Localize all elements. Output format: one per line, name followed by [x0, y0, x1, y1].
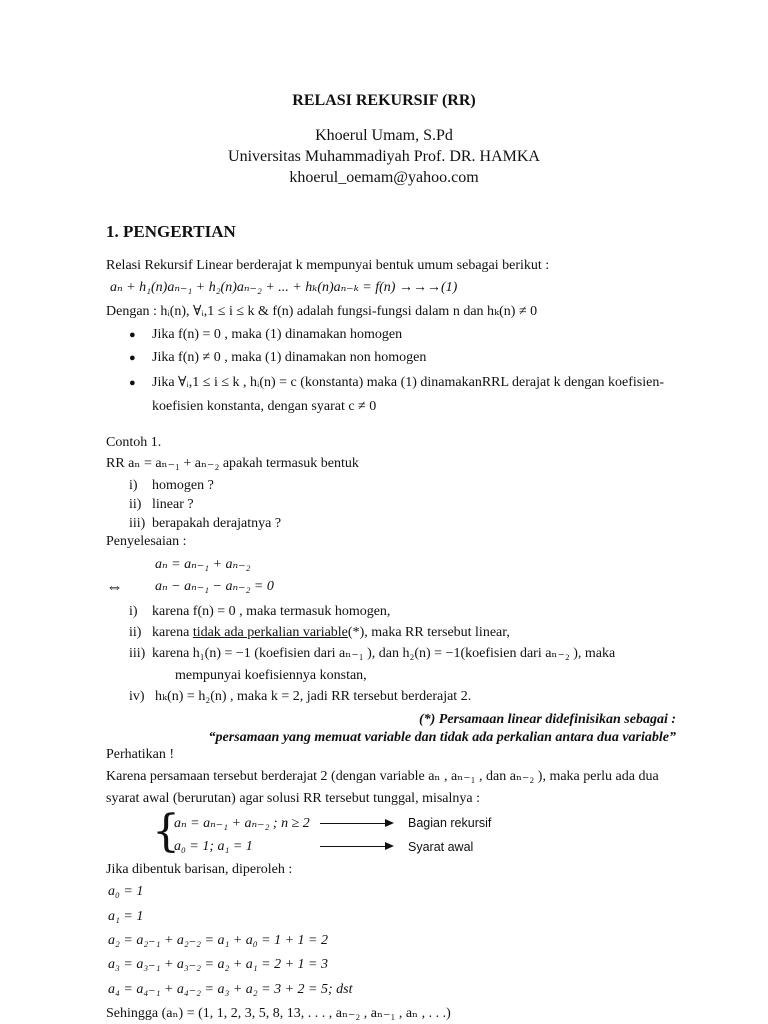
list-item: homogen ?: [152, 478, 214, 493]
bullet-item-continuation: koefisien konstanta, dengan syarat c ≠ 0: [152, 399, 377, 414]
bullet-marker: ●: [129, 377, 136, 389]
author-name: Khoerul Umam, S.Pd: [315, 127, 453, 144]
list-item: berapakah derajatnya ?: [152, 516, 282, 531]
bullet-item: Jika f(n) ≠ 0 , maka (1) dinamakan non homogen: [152, 350, 427, 365]
sequence-line: a₁ = 1: [108, 909, 144, 924]
footnote-definition: (*) Persamaan linear didefinisikan sebagai :: [418, 712, 676, 727]
answer-item: karena h₁(n) = −1 (koefisien dari aₙ₋₁ ), dan h₂(n) = −1(koefisien dari aₙ₋₂ ), maka: [152, 646, 616, 661]
section-heading: 1. PENGERTIAN: [106, 222, 236, 241]
author-affiliation: Universitas Muhammadiyah Prof. DR. HAMKA: [228, 148, 540, 165]
footnote-quote: “persamaan yang memuat variable dan tidak ada perkalian antara dua variable”: [208, 730, 676, 745]
sequence-intro: Jika dibentuk barisan, diperoleh :: [106, 862, 293, 877]
example-label: Contoh 1.: [106, 435, 162, 450]
solution-label: Penyelesaian :: [106, 534, 187, 549]
solution-equation: aₙ = aₙ₋₁ + aₙ₋₂: [155, 557, 251, 572]
dengan-line: Dengan : hᵢ(n), ∀ᵢ,1 ≤ i ≤ k & f(n) adalah fungsi-fungsi dalam n dan hₖ(n) ≠ 0: [106, 304, 538, 319]
example-question: RR aₙ = aₙ₋₁ + aₙ₋₂ apakah termasuk bentuk: [106, 456, 359, 471]
answer-item: karena tidak ada perkalian variable(*), maka RR tersebut linear,: [152, 625, 510, 640]
system-equation: aₙ = aₙ₋₁ + aₙ₋₂ ; n ≥ 2: [174, 816, 310, 831]
left-brace: {: [152, 806, 180, 857]
paragraph-line: syarat awal (berurutan) agar solusi RR tersebut tunggal, misalnya :: [106, 791, 481, 806]
list-number: iii): [129, 646, 146, 661]
list-number: ii): [129, 625, 142, 640]
list-number: ii): [129, 497, 142, 512]
sequence-line: a₀ = 1: [108, 884, 144, 899]
arrow-right-icon: [320, 846, 392, 847]
annotation-label: Syarat awal: [408, 840, 474, 854]
solution-equation: aₙ − aₙ₋₁ − aₙ₋₂ = 0: [155, 579, 274, 594]
page-title: RELASI REKURSIF (RR): [292, 92, 476, 109]
list-number: i): [129, 604, 138, 619]
perhatikan-label: Perhatikan !: [106, 747, 175, 762]
arrow-right-icon: [320, 823, 392, 824]
sequence-line: a₄ = a₄₋₁ + a₄₋₂ = a₃ + a₂ = 3 + 2 = 5; dst: [108, 982, 353, 997]
list-number: i): [129, 478, 138, 493]
intro-text: Relasi Rekursif Linear berderajat k mempunyai bentuk umum sebagai berikut :: [106, 258, 550, 273]
list-number: iii): [129, 516, 146, 531]
system-equation: a₀ = 1; a₁ = 1: [174, 839, 253, 854]
iff-symbol: ⇔: [106, 577, 123, 596]
sequence-conclusion: Sehingga (aₙ) = (1, 1, 2, 3, 5, 8, 13, . . . , aₙ₋₂ , aₙ₋₁ , aₙ , . . .): [106, 1006, 451, 1021]
bullet-marker: ●: [129, 352, 136, 364]
bullet-marker: ●: [129, 329, 136, 341]
list-item: linear ?: [152, 497, 194, 512]
author-email: khoerul_oemam@yahoo.com: [289, 169, 479, 186]
bullet-item: Jika f(n) = 0 , maka (1) dinamakan homogen: [152, 327, 403, 342]
bullet-item: Jika ∀ᵢ,1 ≤ i ≤ k , hᵢ(n) = c (konstanta) maka (1) dinamakanRRL derajat k dengan koefisien-: [152, 375, 665, 390]
underlined-phrase: tidak ada perkalian variable: [192, 625, 348, 640]
list-number: iv): [129, 689, 145, 704]
sequence-line: a₂ = a₂₋₁ + a₂₋₂ = a₁ + a₀ = 1 + 1 = 2: [108, 933, 328, 948]
general-form-equation: aₙ + h₁(n)aₙ₋₁ + h₂(n)aₙ₋₂ + ... + hₖ(n)aₙ₋ₖ = f(n) →→→(1): [110, 280, 458, 295]
answer-item: hₖ(n) = h₂(n) , maka k = 2, jadi RR tersebut berderajat 2.: [155, 689, 472, 704]
annotation-label: Bagian rekursif: [408, 816, 492, 830]
sequence-line: a₃ = a₃₋₁ + a₃₋₂ = a₂ + a₁ = 2 + 1 = 3: [108, 957, 328, 972]
paragraph-line: Karena persamaan tersebut berderajat 2 (dengan variable aₙ , aₙ₋₁ , dan aₙ₋₂ ), maka perlu ada dua: [106, 769, 659, 784]
answer-item: karena f(n) = 0 , maka termasuk homogen,: [152, 604, 391, 619]
answer-item-continuation: mempunyai koefisiennya konstan,: [175, 668, 367, 683]
